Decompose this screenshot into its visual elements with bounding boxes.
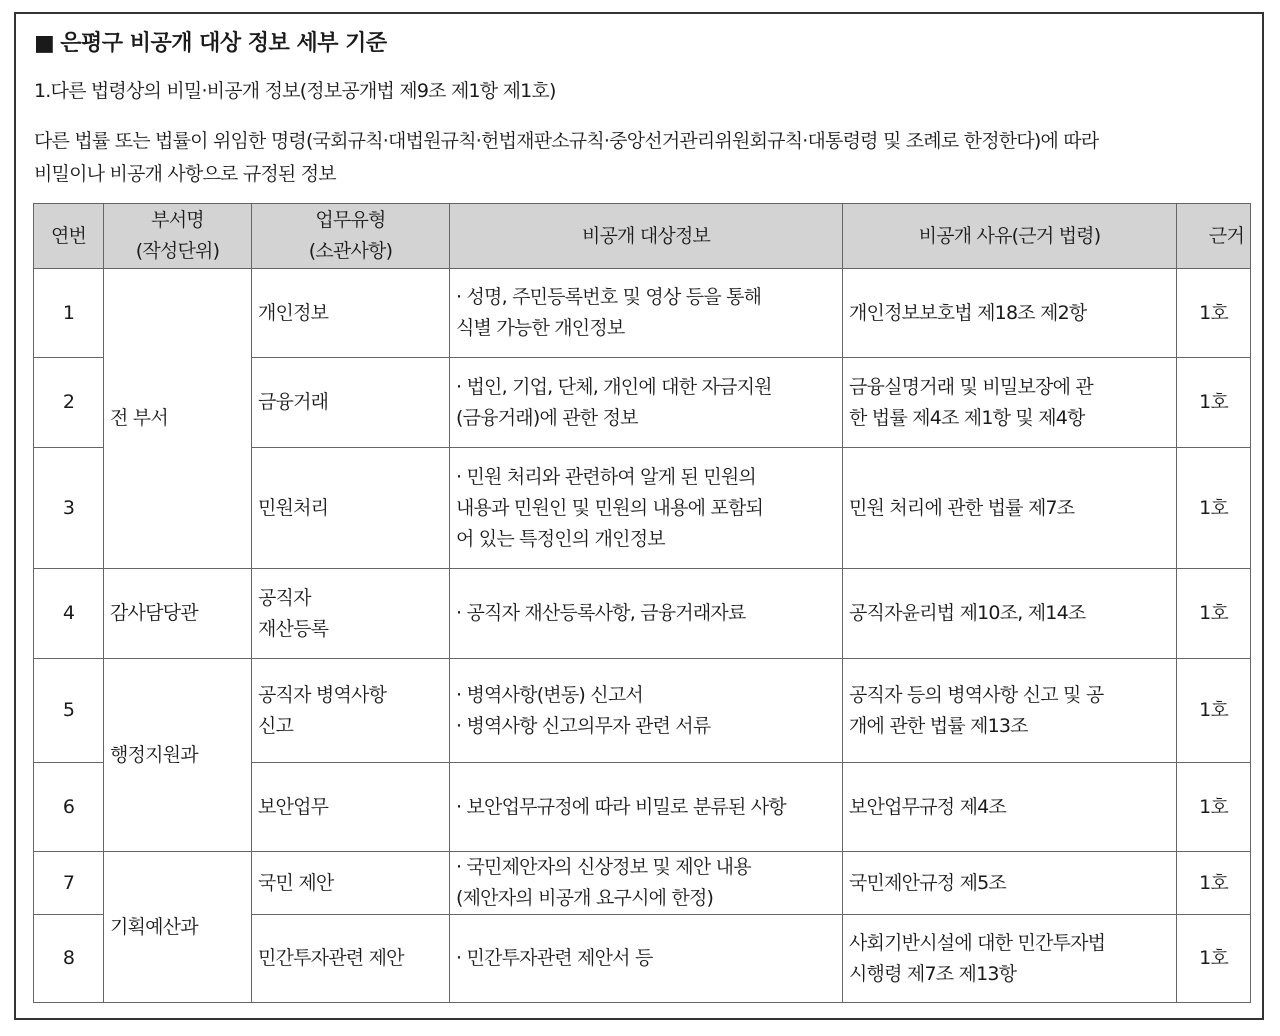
header-type <box>252 204 450 269</box>
header-type-line1: 업무유형 <box>315 209 386 231</box>
department-cell: 감사담당관 <box>104 569 252 659</box>
nondisclosure-info-cell <box>450 448 843 569</box>
nondisclosure-reason-cell <box>843 358 1177 448</box>
nondisclosure-reason-cell-line: 공직자윤리법 제10조, 제14조 <box>849 602 1086 624</box>
nondisclosure-reason-cell <box>843 448 1177 569</box>
basis-cell: 1호 <box>1177 852 1251 915</box>
square-bullet-icon: ■ <box>34 31 55 56</box>
work-type-cell <box>252 852 450 915</box>
work-type-cell-line: 신고 <box>258 714 294 737</box>
nondisclosure-reason-cell <box>843 915 1177 1003</box>
nondisclosure-info-cell <box>450 763 843 852</box>
work-type-cell-line: 재산등록 <box>258 617 329 640</box>
nondisclosure-reason-cell-line: 보안업무규정 제4조 <box>849 795 1006 818</box>
nondisclosure-info-cell-line: · 법인, 기업, 단체, 개인에 대한 자금지원 <box>456 375 772 398</box>
page-title-text: 은평구 비공개 대상 정보 세부 기준 <box>60 31 387 56</box>
nondisclosure-info-cell-line: · 공직자 재산등록사항, 금융거래자료 <box>456 602 746 624</box>
work-type-cell <box>252 763 450 852</box>
nondisclosure-info-cell-line: · 보안업무규정에 따라 비밀로 분류된 사항 <box>456 795 786 818</box>
nondisclosure-info-cell-line: (금융거래)에 관한 정보 <box>456 406 638 429</box>
nondisclosure-reason-cell <box>843 569 1177 659</box>
nondisclosure-reason-cell-line: 민원 처리에 관한 법률 제7조 <box>849 496 1075 519</box>
row-number: 2 <box>34 358 104 448</box>
nondisclosure-reason-cell-line: 한 법률 제4조 제1항 및 제4항 <box>849 406 1085 429</box>
nondisclosure-info-cell-line: 어 있는 특정인의 개인정보 <box>456 527 665 550</box>
nondisclosure-reason-cell <box>843 269 1177 358</box>
basis-cell: 1호 <box>1177 448 1251 569</box>
work-type-cell-line: 공직자 병역사항 <box>258 683 387 706</box>
department-cell: 행정지원과 <box>104 659 252 852</box>
header-dept <box>104 204 252 269</box>
nondisclosure-info-cell <box>450 269 843 358</box>
header-dept-line2: (작성단위) <box>135 240 220 262</box>
header-dept-line1: 부서명 <box>151 209 204 231</box>
nondisclosure-info-cell <box>450 569 843 659</box>
work-type-cell-line: 금융거래 <box>258 391 329 413</box>
nondisclosure-info-cell-line: 내용과 민원인 및 민원의 내용에 포함되 <box>456 496 764 519</box>
work-type-cell-line: 민원처리 <box>258 496 329 519</box>
nondisclosure-info-cell-line: · 국민제안자의 신상정보 및 제안 내용 <box>456 856 751 878</box>
basis-cell: 1호 <box>1177 915 1251 1003</box>
basis-cell: 1호 <box>1177 269 1251 358</box>
table-row <box>34 269 1251 358</box>
nondisclosure-reason-cell <box>843 852 1177 915</box>
section-description <box>34 125 1244 191</box>
header-no: 연번 <box>34 204 104 269</box>
description-line-2: 비밀이나 비공개 사항으로 규정된 정보 <box>34 163 336 185</box>
row-number: 7 <box>34 852 104 915</box>
work-type-cell-line: 민간투자관련 제안 <box>258 947 404 969</box>
nondisclosure-reason-cell-line: 공직자 등의 병역사항 신고 및 공 <box>849 683 1104 706</box>
work-type-cell-line: 보안업무 <box>258 795 329 818</box>
row-number: 8 <box>34 915 104 1003</box>
row-number: 4 <box>34 569 104 659</box>
table-row <box>34 852 1251 915</box>
nondisclosure-info-cell <box>450 659 843 763</box>
nondisclosure-info-cell <box>450 915 843 1003</box>
nondisclosure-reason-cell-line: 개인정보보호법 제18조 제2항 <box>849 301 1087 324</box>
nondisclosure-reason-cell-line: 시행령 제7조 제13항 <box>849 962 1017 985</box>
nondisclosure-info-cell-line: · 병역사항 신고의무자 관련 서류 <box>456 714 711 737</box>
department-cell: 기획예산과 <box>104 852 252 1003</box>
work-type-cell <box>252 448 450 569</box>
nondisclosure-info-cell-line: · 성명, 주민등록번호 및 영상 등을 통해 <box>456 286 762 308</box>
nondisclosure-info-cell <box>450 358 843 448</box>
row-number: 1 <box>34 269 104 358</box>
criteria-table <box>33 203 1251 1003</box>
work-type-cell-line: 개인정보 <box>258 301 329 324</box>
table-row <box>34 569 1251 659</box>
nondisclosure-info-cell-line: · 민간투자관련 제안서 등 <box>456 947 653 969</box>
work-type-cell <box>252 269 450 358</box>
section-subtitle: 1.다른 법령상의 비밀·비공개 정보(정보공개법 제9조 제1항 제1호) <box>34 80 556 102</box>
work-type-cell <box>252 659 450 763</box>
department-cell: 전 부서 <box>104 269 252 569</box>
nondisclosure-info-cell <box>450 852 843 915</box>
table-header-row <box>34 204 1251 269</box>
header-info: 비공개 대상정보 <box>450 204 843 269</box>
nondisclosure-reason-cell-line: 개에 관한 법률 제13조 <box>849 714 1028 737</box>
basis-cell: 1호 <box>1177 763 1251 852</box>
nondisclosure-reason-cell <box>843 763 1177 852</box>
basis-cell: 1호 <box>1177 358 1251 448</box>
basis-cell: 1호 <box>1177 569 1251 659</box>
header-type-line2: (소관사항) <box>308 240 393 262</box>
nondisclosure-reason-cell <box>843 659 1177 763</box>
nondisclosure-reason-cell-line: 사회기반시설에 대한 민간투자법 <box>849 931 1106 954</box>
header-reason: 비공개 사유(근거 법령) <box>843 204 1177 269</box>
nondisclosure-info-cell-line: (제안자의 비공개 요구시에 한정) <box>456 887 714 909</box>
nondisclosure-info-cell-line: 식별 가능한 개인정보 <box>456 317 625 339</box>
nondisclosure-reason-cell-line: 국민제안규정 제5조 <box>849 871 1006 894</box>
page-title <box>34 26 387 57</box>
work-type-cell-line: 공직자 <box>258 586 311 609</box>
work-type-cell-line: 국민 제안 <box>258 871 334 894</box>
row-number: 6 <box>34 763 104 852</box>
row-number: 5 <box>34 659 104 763</box>
header-basis: 근거 <box>1177 204 1251 269</box>
row-number: 3 <box>34 448 104 569</box>
work-type-cell <box>252 569 450 659</box>
nondisclosure-info-cell-line: · 병역사항(변동) 신고서 <box>456 683 643 706</box>
basis-cell: 1호 <box>1177 659 1251 763</box>
nondisclosure-info-cell-line: · 민원 처리와 관련하여 알게 된 민원의 <box>456 465 756 488</box>
nondisclosure-reason-cell-line: 금융실명거래 및 비밀보장에 관 <box>849 375 1093 398</box>
description-line-1: 다른 법률 또는 법률이 위임한 명령(국회규칙·대법원규칙·헌법재판소규칙·중앙선거관리위원회규칙·대통령령 및 조례로 한정한다)에 따라 <box>34 130 1099 152</box>
table-row <box>34 659 1251 763</box>
work-type-cell <box>252 915 450 1003</box>
work-type-cell <box>252 358 450 448</box>
